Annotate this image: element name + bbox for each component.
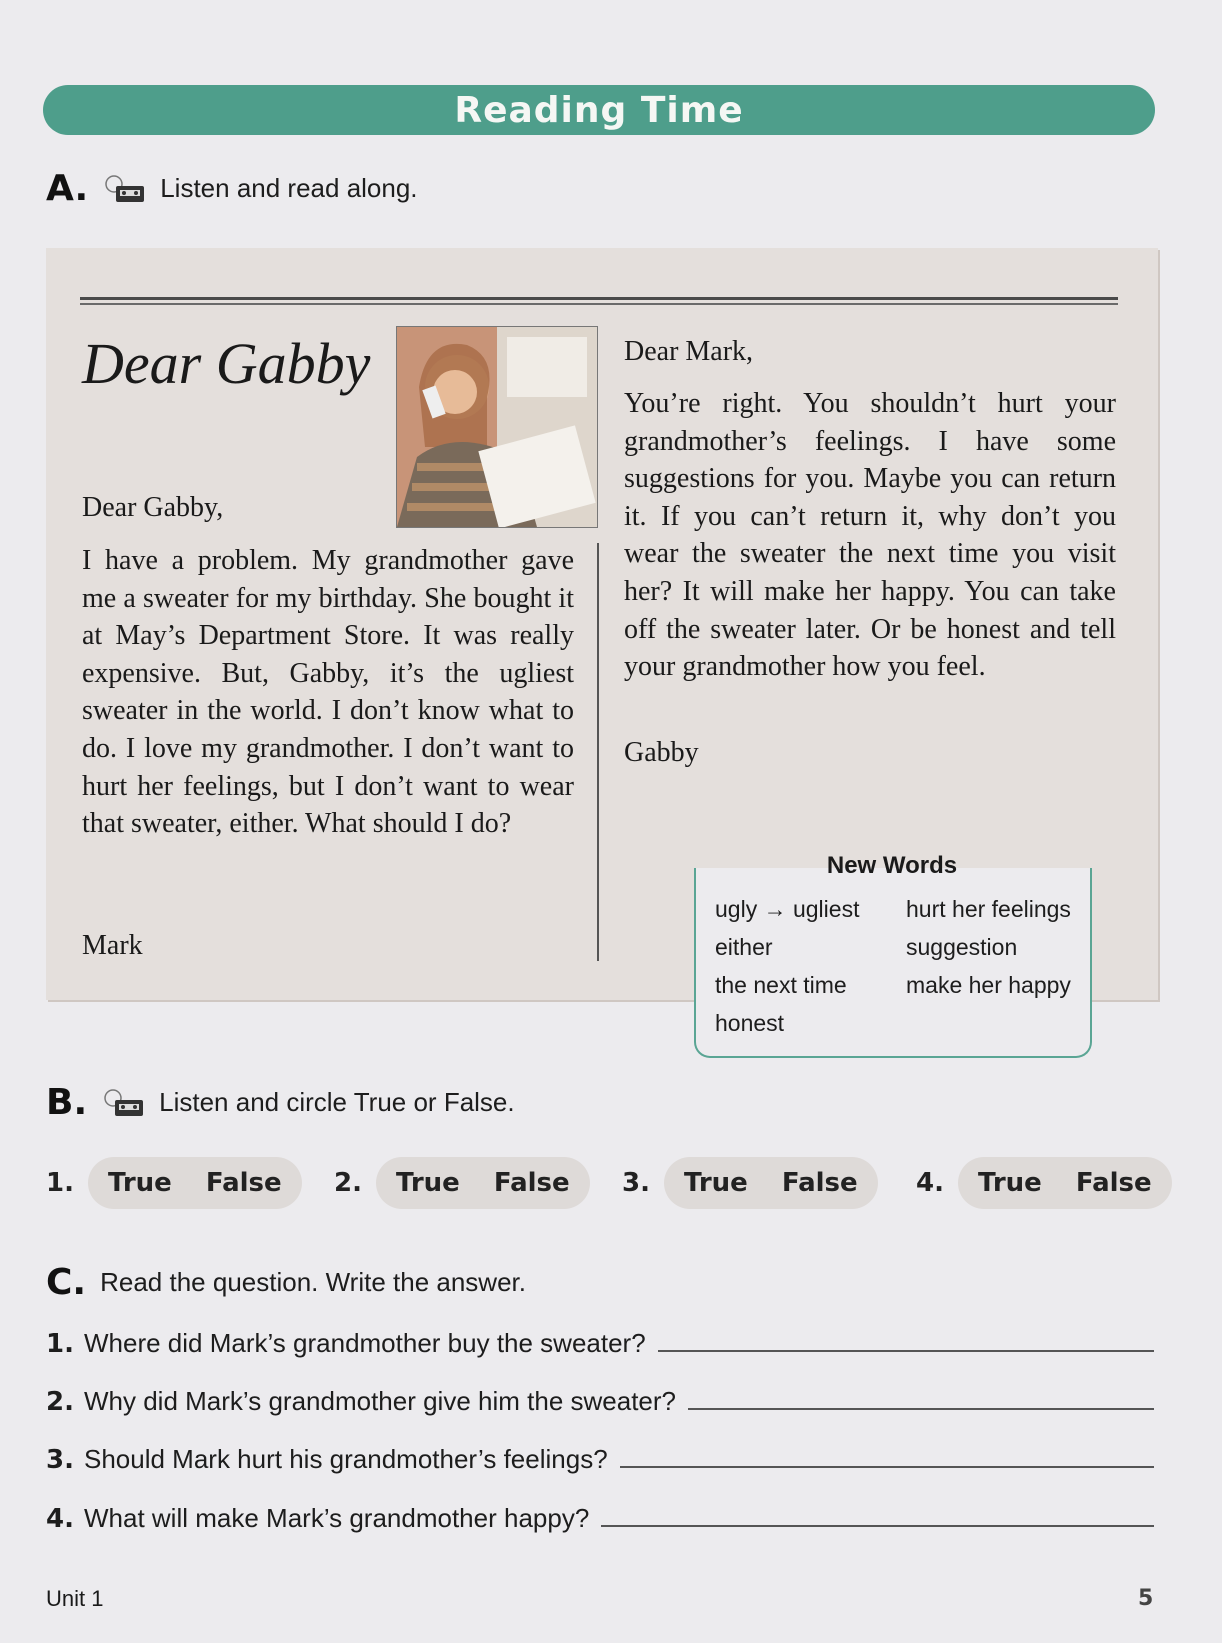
section-a-letter: A. [46,168,89,209]
section-b-instruction: Listen and circle True or False. [159,1087,515,1117]
section-b-header [46,1082,515,1123]
tf-item [46,1157,302,1209]
photo-girl-on-phone [396,326,598,528]
new-word: hurt her feelings [906,896,1071,922]
new-word: make her happy [906,972,1071,998]
question-number: 2. [46,1387,74,1417]
column-divider [597,543,599,961]
true-option[interactable]: True [683,1168,748,1198]
question-row [46,1444,1154,1475]
page-number: 5 [1138,1586,1154,1611]
new-word: either [715,934,773,960]
section-c-instruction: Read the question. Write the answer. [100,1267,526,1297]
section-c-header [46,1262,526,1303]
tf-pill [376,1157,590,1209]
tf-item-number: 4. [916,1168,944,1198]
new-word: ugly → ugliest [715,896,860,922]
tf-pill [664,1157,878,1209]
true-option[interactable]: True [977,1168,1042,1198]
question-text: What will make Mark’s grandmother happy? [84,1503,590,1533]
left-letter-salutation: Dear Gabby, [82,492,224,523]
false-option[interactable]: False [781,1168,858,1198]
answer-line[interactable] [601,1505,1154,1527]
new-word: honest [715,1010,785,1036]
section-b-letter: B. [46,1082,88,1123]
tf-item [622,1157,878,1209]
left-letter-signature: Mark [82,930,143,961]
tf-pill [958,1157,1172,1209]
page-title-banner [43,85,1155,135]
true-option[interactable]: True [107,1168,172,1198]
cassette-icon [101,1088,145,1118]
tf-item-number: 3. [622,1168,650,1198]
question-row [46,1328,1154,1359]
new-words-title: New Words [826,852,958,879]
unit-label: Unit 1 [46,1586,104,1611]
photo-illustration [397,327,597,527]
panel-top-rule [80,297,1118,300]
section-a-header [46,168,418,209]
question-text: Where did Mark’s grandmother buy the sweater? [84,1328,646,1358]
true-option[interactable]: True [395,1168,460,1198]
false-option[interactable]: False [493,1168,570,1198]
section-c-letter: C. [46,1262,87,1303]
column-title: Dear Gabby [82,331,371,396]
cassette-icon [102,174,146,204]
answer-line[interactable] [620,1446,1154,1468]
new-word: suggestion [906,934,1018,960]
question-number: 3. [46,1445,74,1475]
tf-item-number: 2. [334,1168,362,1198]
question-number: 4. [46,1504,74,1534]
panel-top-rule-secondary [80,303,1118,305]
question-text: Should Mark hurt his grandmother’s feelings? [84,1444,608,1474]
answer-line[interactable] [658,1330,1154,1352]
section-a-instruction: Listen and read along. [160,173,418,203]
left-letter-body: I have a problem. My grandmother gave me a sweater for my birthday. She bought it at May’s Department Store. It was really expensive. But, Gabby, it’s the ugliest sweater in the world. I don’t know what to do. I love my grandmother. I don’t want to hurt her feelings, but I don’t want to wear that sweater, either. What should I do? [82,545,574,840]
answer-line[interactable] [688,1388,1154,1410]
false-option[interactable]: False [1075,1168,1152,1198]
false-option[interactable]: False [205,1168,282,1198]
right-letter-body: You’re right. You shouldn’t hurt your grandmother’s feelings. I have some suggestions for you. Maybe you can return it. If you can’t return it, why don’t you wear the sweater the next time you visit her? It will make her happy. You can take off the sweater later. Or be honest and tell your grandmother how you feel. [624,388,1116,683]
question-number: 1. [46,1329,74,1359]
question-row [46,1503,1154,1534]
question-text: Why did Mark’s grandmother give him the sweater? [84,1386,676,1416]
new-word: the next time [715,972,847,998]
tf-pill [88,1157,302,1209]
right-letter-salutation: Dear Mark, [624,336,754,367]
tf-item-number: 1. [46,1168,74,1198]
tf-item [916,1157,1172,1209]
page-title: Reading Time [454,89,744,131]
question-row [46,1386,1154,1417]
right-letter-signature: Gabby [624,737,699,768]
tf-item [334,1157,590,1209]
